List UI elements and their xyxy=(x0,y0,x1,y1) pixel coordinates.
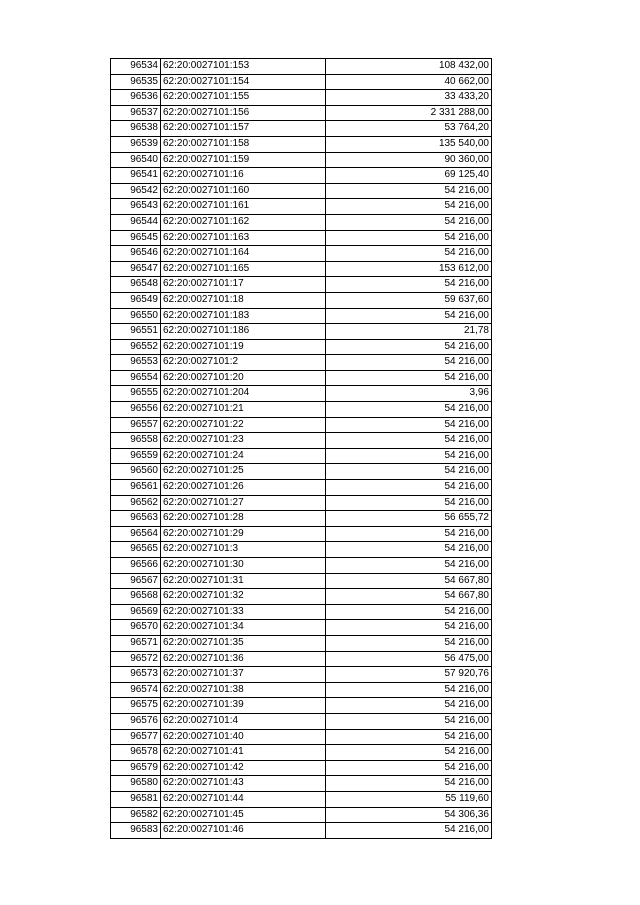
table-row xyxy=(111,776,492,792)
value-cell: 56 655,72 xyxy=(326,511,492,527)
value-cell: 54 216,00 xyxy=(326,339,492,355)
row-id-cell: 96541 xyxy=(111,168,161,184)
row-id-cell: 96543 xyxy=(111,199,161,215)
cadastral-number-cell: 62:20:0027101:46 xyxy=(161,823,326,839)
table-row xyxy=(111,713,492,729)
cadastral-number-cell: 62:20:0027101:155 xyxy=(161,90,326,106)
table-row xyxy=(111,433,492,449)
row-id-cell: 96564 xyxy=(111,526,161,542)
table-row xyxy=(111,246,492,262)
value-cell: 54 216,00 xyxy=(326,355,492,371)
value-cell: 3,96 xyxy=(326,386,492,402)
value-cell: 54 216,00 xyxy=(326,417,492,433)
row-id-cell: 96556 xyxy=(111,402,161,418)
table-row xyxy=(111,620,492,636)
value-cell: 69 125,40 xyxy=(326,168,492,184)
value-cell: 54 216,00 xyxy=(326,199,492,215)
cadastral-number-cell: 62:20:0027101:39 xyxy=(161,698,326,714)
row-id-cell: 96574 xyxy=(111,682,161,698)
table-row xyxy=(111,729,492,745)
value-cell: 54 216,00 xyxy=(326,480,492,496)
row-id-cell: 96555 xyxy=(111,386,161,402)
value-cell: 33 433,20 xyxy=(326,90,492,106)
value-cell: 54 216,00 xyxy=(326,464,492,480)
table-row xyxy=(111,698,492,714)
table-row xyxy=(111,261,492,277)
table-row xyxy=(111,386,492,402)
cadastral-number-cell: 62:20:0027101:44 xyxy=(161,791,326,807)
value-cell: 54 216,00 xyxy=(326,277,492,293)
value-cell: 54 216,00 xyxy=(326,823,492,839)
table-body xyxy=(111,59,492,839)
table-row xyxy=(111,682,492,698)
row-id-cell: 96538 xyxy=(111,121,161,137)
value-cell: 54 216,00 xyxy=(326,729,492,745)
table-row xyxy=(111,402,492,418)
row-id-cell: 96578 xyxy=(111,745,161,761)
table-row xyxy=(111,90,492,106)
table-row xyxy=(111,355,492,371)
table-row xyxy=(111,292,492,308)
cadastral-number-cell: 62:20:0027101:32 xyxy=(161,589,326,605)
cadastral-number-cell: 62:20:0027101:157 xyxy=(161,121,326,137)
table-row xyxy=(111,823,492,839)
cadastral-number-cell: 62:20:0027101:3 xyxy=(161,542,326,558)
row-id-cell: 96539 xyxy=(111,136,161,152)
cadastral-number-cell: 62:20:0027101:160 xyxy=(161,183,326,199)
value-cell: 54 216,00 xyxy=(326,183,492,199)
table-row xyxy=(111,277,492,293)
cadastral-number-cell: 62:20:0027101:183 xyxy=(161,308,326,324)
cadastral-number-cell: 62:20:0027101:26 xyxy=(161,480,326,496)
value-cell: 40 662,00 xyxy=(326,74,492,90)
value-cell: 108 432,00 xyxy=(326,59,492,75)
cadastral-number-cell: 62:20:0027101:38 xyxy=(161,682,326,698)
table-row xyxy=(111,324,492,340)
row-id-cell: 96551 xyxy=(111,324,161,340)
row-id-cell: 96566 xyxy=(111,558,161,574)
value-cell: 54 216,00 xyxy=(326,542,492,558)
row-id-cell: 96535 xyxy=(111,74,161,90)
table-row xyxy=(111,308,492,324)
value-cell: 153 612,00 xyxy=(326,261,492,277)
cadastral-number-cell: 62:20:0027101:24 xyxy=(161,448,326,464)
cadastral-number-cell: 62:20:0027101:18 xyxy=(161,292,326,308)
table-row xyxy=(111,745,492,761)
row-id-cell: 96547 xyxy=(111,261,161,277)
table-row xyxy=(111,635,492,651)
value-cell: 21,78 xyxy=(326,324,492,340)
value-cell: 55 119,60 xyxy=(326,791,492,807)
row-id-cell: 96569 xyxy=(111,604,161,620)
value-cell: 54 216,00 xyxy=(326,433,492,449)
cadastral-number-cell: 62:20:0027101:186 xyxy=(161,324,326,340)
table-row xyxy=(111,214,492,230)
cadastral-number-cell: 62:20:0027101:16 xyxy=(161,168,326,184)
row-id-cell: 96581 xyxy=(111,791,161,807)
row-id-cell: 96563 xyxy=(111,511,161,527)
row-id-cell: 96565 xyxy=(111,542,161,558)
table-row xyxy=(111,480,492,496)
cadastral-number-cell: 62:20:0027101:36 xyxy=(161,651,326,667)
table-row xyxy=(111,558,492,574)
row-id-cell: 96552 xyxy=(111,339,161,355)
value-cell: 54 216,00 xyxy=(326,214,492,230)
cadastral-number-cell: 62:20:0027101:37 xyxy=(161,667,326,683)
value-cell: 54 667,80 xyxy=(326,589,492,605)
row-id-cell: 96550 xyxy=(111,308,161,324)
cadastral-number-cell: 62:20:0027101:162 xyxy=(161,214,326,230)
value-cell: 54 216,00 xyxy=(326,308,492,324)
value-cell: 57 920,76 xyxy=(326,667,492,683)
row-id-cell: 96553 xyxy=(111,355,161,371)
row-id-cell: 96583 xyxy=(111,823,161,839)
table-row xyxy=(111,230,492,246)
row-id-cell: 96560 xyxy=(111,464,161,480)
table-row xyxy=(111,105,492,121)
value-cell: 54 216,00 xyxy=(326,370,492,386)
value-cell: 54 216,00 xyxy=(326,776,492,792)
cadastral-number-cell: 62:20:0027101:33 xyxy=(161,604,326,620)
row-id-cell: 96534 xyxy=(111,59,161,75)
table-row xyxy=(111,511,492,527)
row-id-cell: 96561 xyxy=(111,480,161,496)
value-cell: 135 540,00 xyxy=(326,136,492,152)
value-cell: 54 216,00 xyxy=(326,604,492,620)
value-cell: 54 216,00 xyxy=(326,745,492,761)
table-row xyxy=(111,183,492,199)
value-cell: 54 216,00 xyxy=(326,760,492,776)
row-id-cell: 96577 xyxy=(111,729,161,745)
row-id-cell: 96571 xyxy=(111,635,161,651)
row-id-cell: 96562 xyxy=(111,495,161,511)
cadastral-number-cell: 62:20:0027101:21 xyxy=(161,402,326,418)
table-row xyxy=(111,464,492,480)
row-id-cell: 96546 xyxy=(111,246,161,262)
cadastral-number-cell: 62:20:0027101:204 xyxy=(161,386,326,402)
cadastral-number-cell: 62:20:0027101:34 xyxy=(161,620,326,636)
cadastral-number-cell: 62:20:0027101:19 xyxy=(161,339,326,355)
value-cell: 54 216,00 xyxy=(326,698,492,714)
value-cell: 59 637,60 xyxy=(326,292,492,308)
row-id-cell: 96559 xyxy=(111,448,161,464)
table-row xyxy=(111,370,492,386)
table-row xyxy=(111,74,492,90)
row-id-cell: 96537 xyxy=(111,105,161,121)
value-cell: 54 216,00 xyxy=(326,246,492,262)
row-id-cell: 96536 xyxy=(111,90,161,106)
value-cell: 54 216,00 xyxy=(326,448,492,464)
cadastral-number-cell: 62:20:0027101:40 xyxy=(161,729,326,745)
cadastral-number-cell: 62:20:0027101:25 xyxy=(161,464,326,480)
value-cell: 54 216,00 xyxy=(326,526,492,542)
row-id-cell: 96542 xyxy=(111,183,161,199)
cadastral-number-cell: 62:20:0027101:30 xyxy=(161,558,326,574)
table-row xyxy=(111,152,492,168)
cadastral-number-cell: 62:20:0027101:20 xyxy=(161,370,326,386)
value-cell: 54 216,00 xyxy=(326,495,492,511)
row-id-cell: 96570 xyxy=(111,620,161,636)
cadastral-number-cell: 62:20:0027101:165 xyxy=(161,261,326,277)
row-id-cell: 96580 xyxy=(111,776,161,792)
cadastral-number-cell: 62:20:0027101:43 xyxy=(161,776,326,792)
row-id-cell: 96548 xyxy=(111,277,161,293)
table-row xyxy=(111,121,492,137)
table-row xyxy=(111,573,492,589)
cadastral-number-cell: 62:20:0027101:42 xyxy=(161,760,326,776)
row-id-cell: 96568 xyxy=(111,589,161,605)
row-id-cell: 96573 xyxy=(111,667,161,683)
table-row xyxy=(111,417,492,433)
table-row xyxy=(111,168,492,184)
value-cell: 90 360,00 xyxy=(326,152,492,168)
cadastral-number-cell: 62:20:0027101:154 xyxy=(161,74,326,90)
table-row xyxy=(111,59,492,75)
cadastral-value-table xyxy=(110,58,492,839)
row-id-cell: 96549 xyxy=(111,292,161,308)
table-row xyxy=(111,199,492,215)
table-row xyxy=(111,667,492,683)
table-row xyxy=(111,136,492,152)
cadastral-number-cell: 62:20:0027101:2 xyxy=(161,355,326,371)
cadastral-number-cell: 62:20:0027101:27 xyxy=(161,495,326,511)
value-cell: 54 216,00 xyxy=(326,230,492,246)
row-id-cell: 96557 xyxy=(111,417,161,433)
value-cell: 54 216,00 xyxy=(326,620,492,636)
cadastral-number-cell: 62:20:0027101:4 xyxy=(161,713,326,729)
cadastral-number-cell: 62:20:0027101:164 xyxy=(161,246,326,262)
value-cell: 53 764,20 xyxy=(326,121,492,137)
table-row xyxy=(111,526,492,542)
value-cell: 54 216,00 xyxy=(326,558,492,574)
table-row xyxy=(111,760,492,776)
table-row xyxy=(111,339,492,355)
value-cell: 54 216,00 xyxy=(326,635,492,651)
cadastral-number-cell: 62:20:0027101:156 xyxy=(161,105,326,121)
cadastral-number-cell: 62:20:0027101:158 xyxy=(161,136,326,152)
cadastral-number-cell: 62:20:0027101:31 xyxy=(161,573,326,589)
table-row xyxy=(111,495,492,511)
table-row xyxy=(111,651,492,667)
value-cell: 54 306,36 xyxy=(326,807,492,823)
cadastral-number-cell: 62:20:0027101:163 xyxy=(161,230,326,246)
value-cell: 54 216,00 xyxy=(326,402,492,418)
table-row xyxy=(111,604,492,620)
row-id-cell: 96567 xyxy=(111,573,161,589)
cadastral-number-cell: 62:20:0027101:153 xyxy=(161,59,326,75)
value-cell: 2 331 288,00 xyxy=(326,105,492,121)
cadastral-number-cell: 62:20:0027101:22 xyxy=(161,417,326,433)
row-id-cell: 96576 xyxy=(111,713,161,729)
cadastral-number-cell: 62:20:0027101:35 xyxy=(161,635,326,651)
cadastral-number-cell: 62:20:0027101:28 xyxy=(161,511,326,527)
row-id-cell: 96558 xyxy=(111,433,161,449)
row-id-cell: 96579 xyxy=(111,760,161,776)
row-id-cell: 96582 xyxy=(111,807,161,823)
cadastral-number-cell: 62:20:0027101:45 xyxy=(161,807,326,823)
row-id-cell: 96544 xyxy=(111,214,161,230)
value-cell: 54 667,80 xyxy=(326,573,492,589)
cadastral-number-cell: 62:20:0027101:23 xyxy=(161,433,326,449)
row-id-cell: 96540 xyxy=(111,152,161,168)
table-row xyxy=(111,542,492,558)
row-id-cell: 96572 xyxy=(111,651,161,667)
row-id-cell: 96554 xyxy=(111,370,161,386)
row-id-cell: 96545 xyxy=(111,230,161,246)
table-row xyxy=(111,448,492,464)
value-cell: 54 216,00 xyxy=(326,713,492,729)
cadastral-number-cell: 62:20:0027101:17 xyxy=(161,277,326,293)
table-row xyxy=(111,589,492,605)
value-cell: 56 475,00 xyxy=(326,651,492,667)
cadastral-number-cell: 62:20:0027101:161 xyxy=(161,199,326,215)
cadastral-number-cell: 62:20:0027101:41 xyxy=(161,745,326,761)
table-row xyxy=(111,807,492,823)
value-cell: 54 216,00 xyxy=(326,682,492,698)
cadastral-number-cell: 62:20:0027101:29 xyxy=(161,526,326,542)
table-row xyxy=(111,791,492,807)
cadastral-number-cell: 62:20:0027101:159 xyxy=(161,152,326,168)
row-id-cell: 96575 xyxy=(111,698,161,714)
